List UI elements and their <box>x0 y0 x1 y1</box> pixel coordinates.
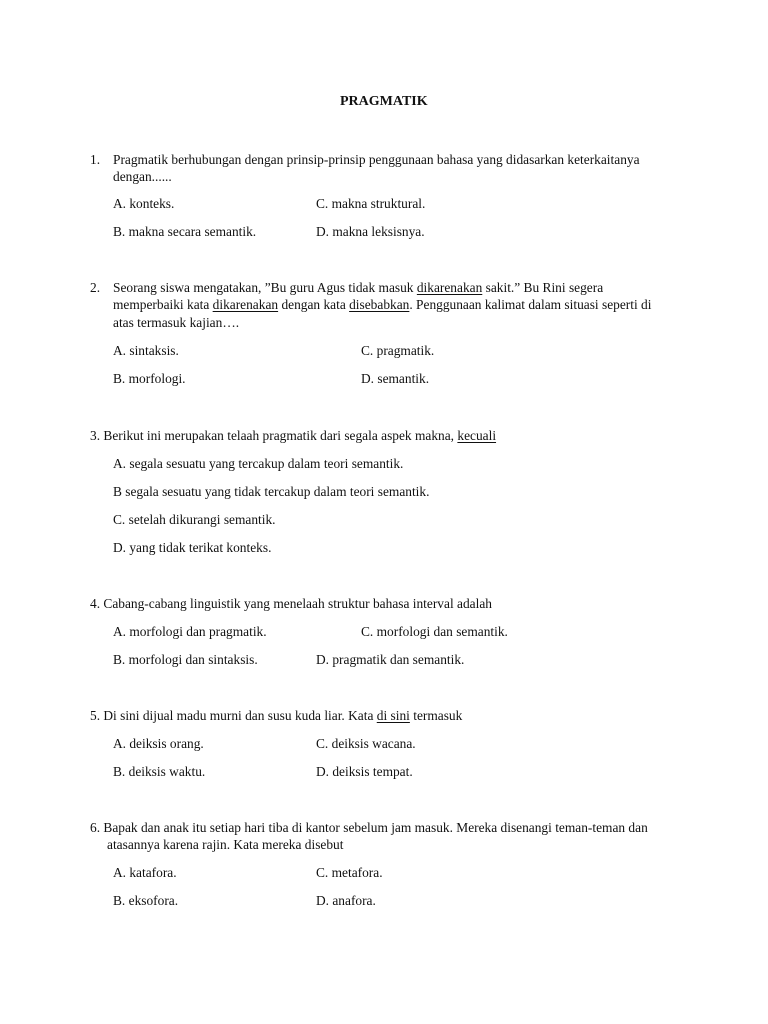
option-c: C. morfologi dan semantik. <box>361 624 508 639</box>
option-b: B. morfologi. <box>113 371 186 386</box>
option-c: C. makna struktural. <box>316 196 426 211</box>
question-text: Pragmatik berhubungan dengan prinsip-prinsip penggunaan bahasa yang didasarkan keterkaitanya <box>113 152 640 167</box>
question-text: atasannya karena rajin. Kata mereka disebut <box>107 837 344 852</box>
option-c: C. deiksis wacana. <box>316 736 416 751</box>
question-text: 5. Di sini dijual madu murni dan susu kuda liar. Kata di sini termasuk <box>90 708 463 723</box>
question-text: atas termasuk kajian…. <box>113 315 240 330</box>
option-b: B segala sesuatu yang tidak tercakup dalam teori semantik. <box>113 484 430 499</box>
option-d: D. makna leksisnya. <box>316 224 425 239</box>
option-d: D. semantik. <box>361 371 430 386</box>
question-number: 1. <box>90 152 101 167</box>
option-d: D. anafora. <box>316 893 376 908</box>
question-text: Seorang siswa mengatakan, ”Bu guru Agus tidak masuk dikarenakan sakit.” Bu Rini segera <box>113 280 604 295</box>
option-c: C. setelah dikurangi semantik. <box>113 512 276 527</box>
option-c: C. metafora. <box>316 865 383 880</box>
option-a: A. segala sesuatu yang tercakup dalam teori semantik. <box>113 456 404 471</box>
option-b: B. eksofora. <box>113 893 179 908</box>
question-text: 6. Bapak dan anak itu setiap hari tiba di kantor sebelum jam masuk. Mereka disenangi teman-teman dan <box>90 820 648 835</box>
page-title: PRAGMATIK <box>340 94 428 109</box>
option-d: D. yang tidak terikat konteks. <box>113 540 272 555</box>
question-text: memperbaiki kata dikarenakan dengan kata disebabkan. Penggunaan kalimat dalam situasi seperti di <box>113 297 652 312</box>
option-b: B. morfologi dan sintaksis. <box>113 652 258 667</box>
option-a: A. deiksis orang. <box>113 736 204 751</box>
option-a: A. konteks. <box>113 196 175 211</box>
question-text: dengan...... <box>113 169 172 184</box>
option-a: A. katafora. <box>113 865 177 880</box>
question-text: 3. Berikut ini merupakan telaah pragmatik dari segala aspek makna, kecuali <box>90 428 497 443</box>
option-d: D. pragmatik dan semantik. <box>316 652 465 667</box>
option-d: D. deiksis tempat. <box>316 764 413 779</box>
option-a: A. morfologi dan pragmatik. <box>113 624 267 639</box>
option-b: B. deiksis waktu. <box>113 764 206 779</box>
option-c: C. pragmatik. <box>361 343 435 358</box>
question-number: 2. <box>90 280 101 295</box>
question-text: 4. Cabang-cabang linguistik yang menelaah struktur bahasa interval adalah <box>90 596 492 611</box>
option-a: A. sintaksis. <box>113 343 179 358</box>
option-b: B. makna secara semantik. <box>113 224 257 239</box>
